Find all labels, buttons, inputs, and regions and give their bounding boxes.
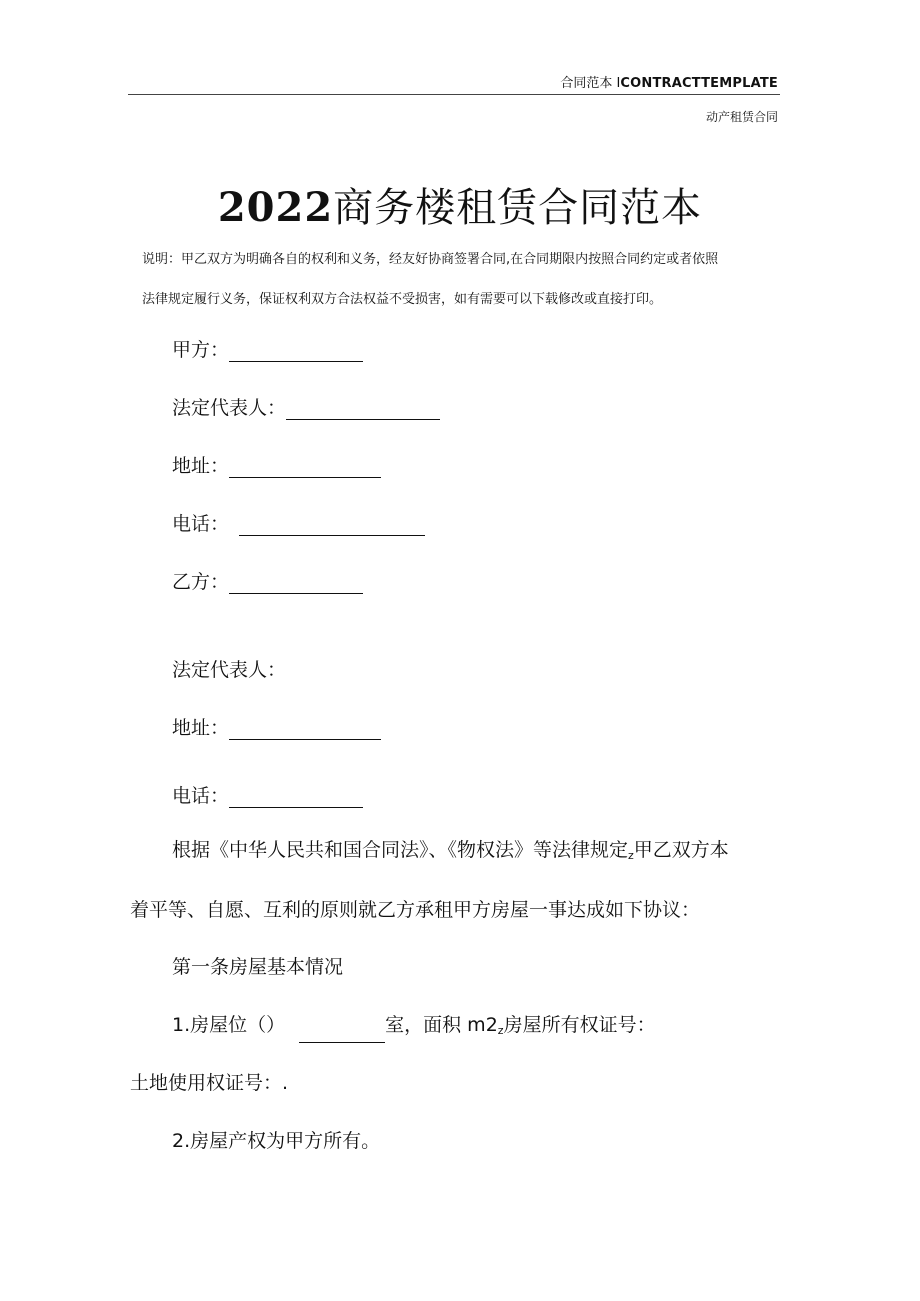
intro-line-2: 着平等、自愿、互利的原则就乙方承租甲方房屋一事达成如下协议： xyxy=(130,899,701,921)
party-b-address-label: 地址： xyxy=(172,717,230,739)
party-a-rep-field xyxy=(172,396,440,420)
title-year: 2022 xyxy=(217,184,334,231)
party-a-label: 甲方： xyxy=(172,339,230,361)
party-b-address-blank[interactable] xyxy=(229,719,381,740)
item-2: 2.房屋产权为甲方所有。 xyxy=(172,1130,381,1152)
item-1-text-b: 室，面积 m2 xyxy=(385,1014,498,1036)
item-1-text-c: 房屋所有权证号： xyxy=(503,1014,656,1036)
party-a-phone-field xyxy=(172,512,425,536)
land-cert-line: 土地使用权证号：. xyxy=(130,1072,289,1094)
item-1-text-a: 1.房屋位（） xyxy=(172,1014,286,1036)
party-a-rep-blank[interactable] xyxy=(286,399,440,420)
party-b-address-field xyxy=(172,716,381,740)
party-b-field xyxy=(172,570,363,594)
party-a-rep-label: 法定代表人： xyxy=(172,397,287,419)
header-brand xyxy=(560,72,778,91)
party-a-address-field xyxy=(172,454,381,478)
intro-text-a: 根据《中华人民共和国合同法》、《物权法》等法律规定 xyxy=(172,839,629,861)
intro-subscript: z xyxy=(628,849,634,862)
note-line-1: 说明：甲乙双方为明确各自的权利和义务，经友好协商签署合同,在合同期限内按照合同约定或者依照 xyxy=(142,252,719,267)
party-b-phone-blank[interactable] xyxy=(229,787,363,808)
party-b-rep-label: 法定代表人： xyxy=(172,659,287,681)
header-brand-cn: 合同范本 I xyxy=(560,76,621,91)
party-b-label: 乙方： xyxy=(172,571,230,593)
document-title xyxy=(0,176,920,233)
item-1-subscript: z xyxy=(497,1024,504,1037)
intro-line-1 xyxy=(172,838,729,868)
party-b-blank[interactable] xyxy=(229,573,363,594)
party-a-address-label: 地址： xyxy=(172,455,230,477)
party-b-phone-label: 电话： xyxy=(172,785,230,807)
title-text: 商务楼租赁合同范本 xyxy=(333,185,703,231)
party-a-phone-label: 电话： xyxy=(172,513,230,535)
item-1-room-blank[interactable] xyxy=(299,1022,385,1043)
header-brand-en: CONTRACTTEMPLATE xyxy=(620,76,778,91)
note-line-2: 法律规定履行义务，保证权利双方合法权益不受损害，如有需要可以下载修改或直接打印。 xyxy=(142,292,663,307)
header-category: 动产租赁合同 xyxy=(705,110,778,124)
party-a-address-blank[interactable] xyxy=(229,457,381,478)
intro-text-b: 甲乙双方本 xyxy=(633,839,729,861)
party-b-phone-field xyxy=(172,784,363,808)
item-1 xyxy=(172,1013,656,1043)
party-a-blank[interactable] xyxy=(229,341,363,362)
article-1-title: 第一条房屋基本情况 xyxy=(172,956,344,978)
header-divider xyxy=(128,94,780,95)
party-a-field xyxy=(172,338,363,362)
party-a-phone-blank[interactable] xyxy=(239,515,425,536)
